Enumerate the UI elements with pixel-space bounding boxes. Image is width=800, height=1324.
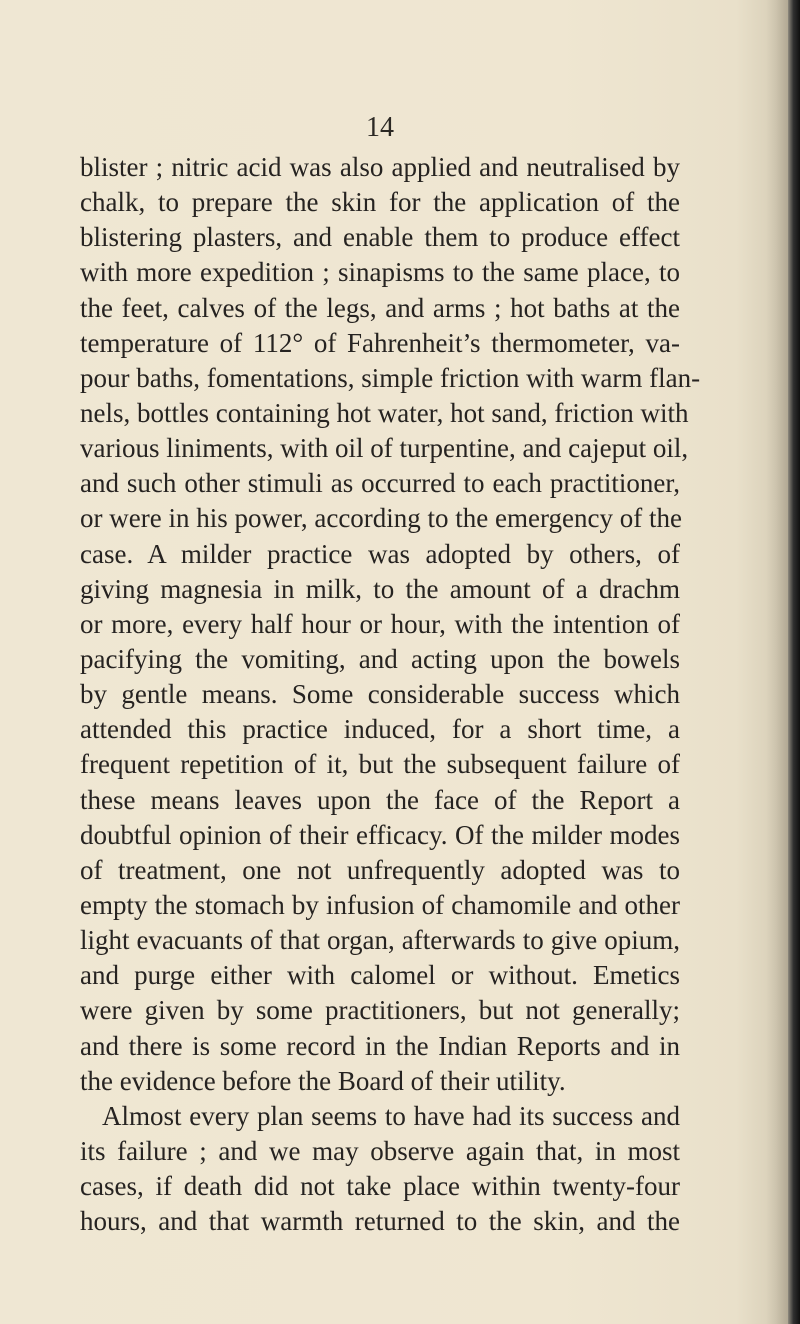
text-line: were given by some practitioners, but not generally; xyxy=(80,995,680,1026)
binding-edge xyxy=(788,0,800,1324)
text-line: of treatment, one not unfrequently adopted was to xyxy=(80,854,680,885)
paragraph-start-line: Almost every plan seems to have had its success and xyxy=(102,1100,680,1131)
body-text xyxy=(80,150,701,1239)
text-line: chalk, to prepare the skin for the application of the xyxy=(80,187,680,218)
text-line: blistering plasters, and enable them to produce effect xyxy=(80,222,680,253)
text-line: the feet, calves of the legs, and arms ; hot baths at the xyxy=(80,292,680,323)
text-line: by gentle means. Some considerable success which xyxy=(80,679,680,710)
text-line: giving magnesia in milk, to the amount of a drachm xyxy=(80,573,680,604)
text-line: or were in his power, according to the emergency of the xyxy=(80,503,682,534)
text-line: case. A milder practice was adopted by others, of xyxy=(80,538,680,569)
text-line: blister ; nitric acid was also applied and neutralised by xyxy=(80,152,680,182)
text-line: frequent repetition of it, but the subsequent failure of xyxy=(80,749,680,780)
text-line: nels, bottles containing hot water, hot sand, friction with xyxy=(80,397,689,428)
text-line: and such other stimuli as occurred to each practitioner, xyxy=(80,468,680,499)
text-line: these means leaves upon the face of the Report a xyxy=(80,784,680,815)
text-line: temperature of 112° of Fahrenheit’s thermometer, va- xyxy=(80,327,680,358)
text-line: cases, if death did not take place within twenty-four xyxy=(80,1171,680,1202)
text-line: and there is some record in the Indian Reports and in xyxy=(80,1030,680,1061)
text-line: various liniments, with oil of turpentine, and cajeput oil, xyxy=(80,433,689,464)
text-line: empty the stomach by infusion of chamomile and other xyxy=(80,889,680,920)
text-line: pacifying the vomiting, and acting upon the bowels xyxy=(80,643,680,674)
text-line: its failure ; and we may observe again that, in most xyxy=(80,1135,680,1166)
page-edge-shadow xyxy=(766,0,788,1324)
text-line: attended this practice induced, for a short time, a xyxy=(80,714,680,745)
text-line: hours, and that warmth returned to the skin, and the xyxy=(80,1206,680,1237)
text-line: and purge either with calomel or without. Emetics xyxy=(80,960,680,991)
text-line: pour baths, fomentations, simple friction with warm flan- xyxy=(80,362,701,393)
text-line: doubtful opinion of their efficacy. Of the milder modes xyxy=(80,819,680,850)
text-line: or more, every half hour or hour, with the intention of xyxy=(80,608,680,639)
text-line: light evacuants of that organ, afterwards to give opium, xyxy=(80,925,680,956)
paragraph-end-line: the evidence before the Board of their utility. xyxy=(80,1065,566,1096)
text-line: with more expedition ; sinapisms to the same place, to xyxy=(80,257,680,288)
page-number: 14 xyxy=(366,112,394,143)
